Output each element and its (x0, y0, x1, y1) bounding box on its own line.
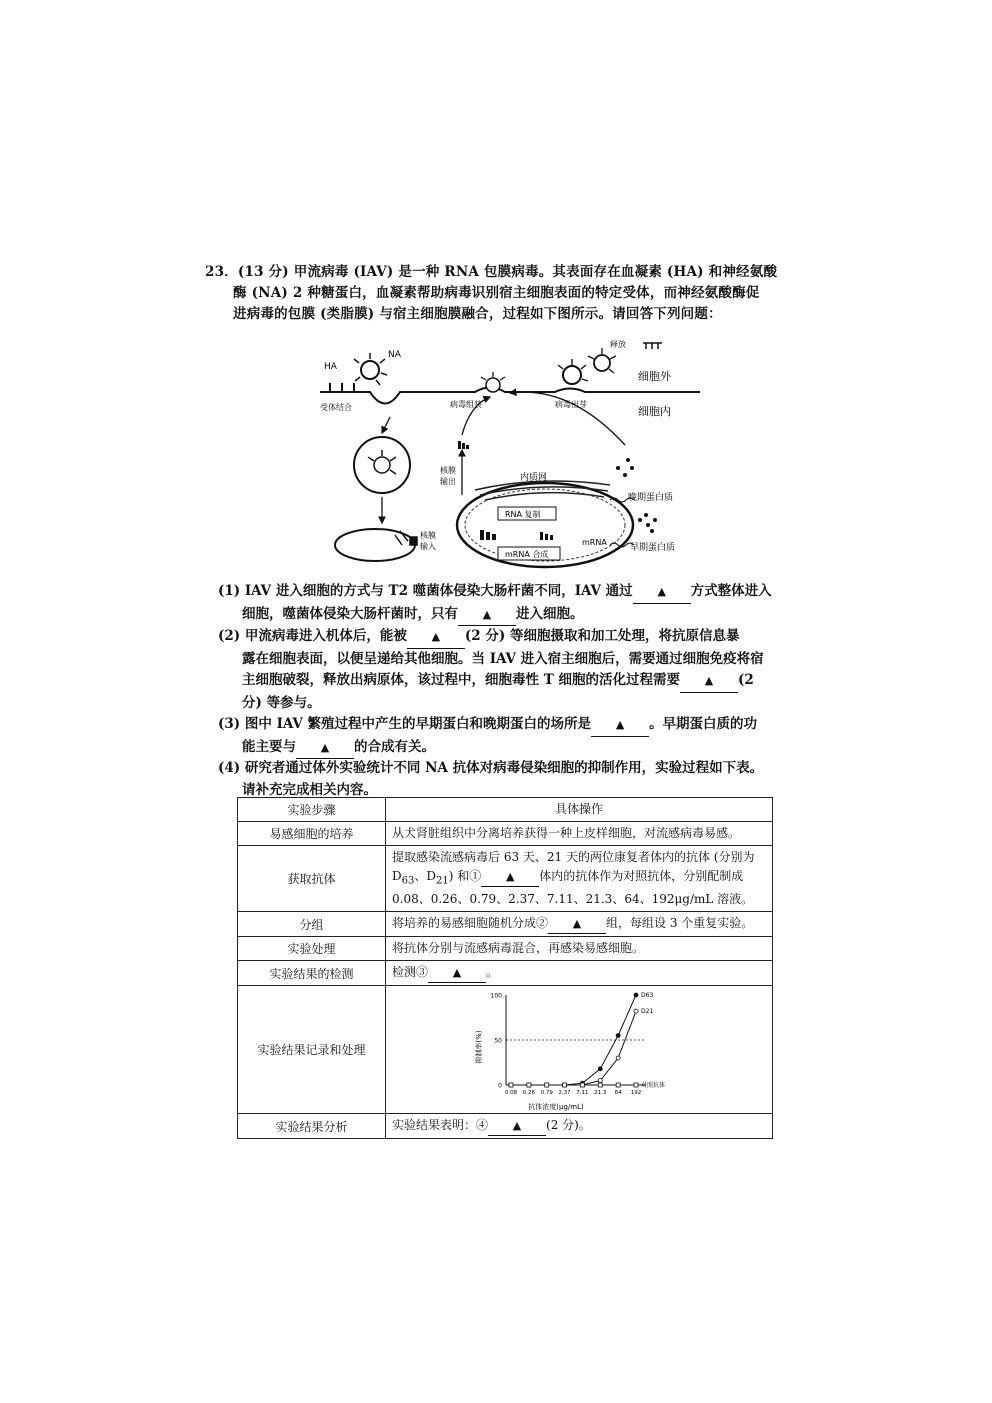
chart-point (580, 1083, 584, 1087)
late-protein-dots (616, 458, 634, 477)
chart-series-line (511, 995, 636, 1085)
label-nuclear-export-1: 核膜 (440, 466, 456, 475)
table-row (238, 937, 773, 961)
label-virus-budding: 病毒出芽 (555, 400, 587, 409)
row-operation: 将抗体分别与流感病毒混合，再感染易感细胞。 (386, 937, 773, 961)
chart-series-label: D63 (641, 991, 654, 999)
blank-mark: ▲ (431, 630, 441, 643)
inhibition-chart (386, 987, 766, 1113)
chart-ytick-label: 100 (490, 992, 502, 1000)
row-step: 实验结果记录和处理 (238, 986, 386, 1114)
label-er: 内质网 (520, 473, 548, 483)
intro-line-2: 酶 (NA) 2 种糖蛋白，血凝素帮助病毒识别宿主细胞表面的特定受体，而神经氨酸酶促 (233, 285, 760, 301)
q1-blank-1[interactable] (633, 581, 691, 604)
table-blank-1[interactable] (481, 867, 539, 887)
blank-mark: ▲ (704, 674, 714, 687)
chart-point (563, 1083, 567, 1087)
blank-mark: ▲ (506, 870, 515, 883)
label-receptor-binding: 受体结合 (320, 403, 352, 412)
chart-xtick-label: 7.11 (576, 1089, 589, 1096)
q4-text-a: (4) 研究者通过体外实验统计不同 NA 抗体对病毒侵染细胞的抑制作用，实验过程如下表。 (218, 760, 764, 776)
label-nuclear-import-2: 输入 (420, 542, 436, 551)
blank-mark: ▲ (512, 1119, 522, 1133)
r2-text-d: ) 和① (448, 869, 482, 883)
chart-point (527, 1083, 531, 1087)
header-operation: 具体操作 (386, 798, 773, 822)
blank-mark: ▲ (452, 966, 462, 980)
r7-text-a: 实验结果表明：④ (392, 1118, 489, 1133)
label-early-protein: 早期蛋白质 (630, 543, 676, 553)
iav-life-cycle-diagram (310, 335, 705, 575)
q2-text-e: (2 (737, 672, 754, 688)
virus-icon (354, 353, 387, 385)
r3-text-b: 组，每组设 3 个重复实验。 (606, 916, 754, 931)
blank-mark: ▲ (615, 718, 625, 731)
table-blank-3[interactable] (428, 963, 486, 983)
q3-blank-2[interactable] (296, 737, 354, 760)
chart-xlabel: 抗体浓度(μg/mL) (528, 1102, 584, 1111)
label-inside-cell: 细胞内 (638, 405, 671, 418)
q3-text-d: 的合成有关。 (354, 738, 435, 755)
q3-text-b: 。早期蛋白质的功 (649, 716, 758, 732)
q1-text-d: 进入细胞。 (516, 605, 584, 622)
r2-sub-63: 63 (401, 875, 415, 887)
chart-ylabel: 抑制率(%) (475, 1030, 483, 1064)
q2-text-a: (2) 甲流病毒进入机体后，能被 (218, 628, 407, 644)
chart-series-line (511, 1011, 636, 1085)
q3-text-c: 能主要与 (242, 738, 296, 755)
r2-sub-21: 21 (436, 875, 449, 887)
q3-blank-1[interactable] (591, 714, 649, 737)
r5-text-a: 检测③ (392, 965, 429, 980)
question-2 (218, 626, 793, 714)
r3-text-a: 将培养的易感细胞随机分成② (392, 916, 549, 931)
chart-point (634, 1083, 638, 1087)
question-1 (218, 581, 793, 626)
label-mrna-synthesis: mRNA 合成 (505, 550, 549, 559)
question-intro (205, 262, 790, 325)
label-ha: HA (324, 362, 337, 372)
export-rnp-icon (458, 441, 469, 449)
q1-blank-2[interactable] (458, 604, 516, 627)
blank-mark: ▲ (320, 740, 330, 754)
table-row (238, 961, 773, 986)
blank-mark: ▲ (482, 607, 492, 621)
chart-point (598, 1083, 602, 1087)
label-na: NA (388, 350, 401, 360)
chart-series-label: 对照抗体 (641, 1081, 666, 1089)
q2-text-f: 分) 等参与。 (242, 694, 321, 711)
chart-point (616, 1056, 620, 1060)
label-mrna: mRNA (582, 538, 607, 547)
chart-xtick-label: 0.79 (540, 1089, 553, 1096)
table-blank-4[interactable] (488, 1116, 546, 1136)
table-header-row (238, 798, 773, 822)
chart-point (509, 1083, 513, 1087)
table-blank-2[interactable] (548, 914, 606, 934)
header-step: 实验步骤 (238, 798, 386, 822)
row-step: 获取抗体 (238, 846, 386, 912)
table-row (238, 1114, 773, 1139)
row-step: 易感细胞的培养 (238, 822, 386, 846)
q2-text-b: (2 分) 等细胞摄取和加工处理，将抗原信息暴 (464, 628, 740, 644)
receptor-icons (330, 383, 354, 392)
experiment-table (237, 797, 773, 1139)
chart-point (598, 1067, 602, 1071)
r5-text-b: 。 (486, 965, 499, 980)
virus-fragments-icon (643, 343, 662, 349)
chart-point (545, 1083, 549, 1087)
row-operation: 从犬肾脏组织中分离培养获得一种上皮样细胞，对流感病毒易感。 (386, 822, 773, 846)
label-nuclear-import-1: 核膜 (420, 531, 436, 540)
blank-mark: ▲ (572, 917, 582, 931)
chart-ytick-label: 50 (494, 1037, 502, 1045)
label-rna-replication: RNA 复制 (505, 510, 541, 519)
r2-text-b: 、 (414, 869, 427, 883)
row-step: 分组 (238, 912, 386, 937)
row-chart-cell (386, 986, 773, 1114)
chart-point (634, 1009, 638, 1013)
label-release: 释放 (610, 340, 626, 349)
chart-point (634, 993, 638, 997)
chart-xtick-label: 192 (630, 1089, 642, 1096)
arrow-entry (382, 417, 390, 433)
intro-line-1: 23．(13 分) 甲流病毒 (IAV) 是一种 RNA 包膜病毒。其表面存在血凝素 (HA) 和神经氨酸 (205, 264, 778, 280)
q1-text-b: 方式整体进入 (690, 583, 772, 599)
chart-xtick-label: 0.26 (522, 1089, 535, 1096)
q2-text-c: 露在细胞表面，以便呈递给其他细胞。当 IAV 进入宿主细胞后，需要通过细胞免疫将宿 (242, 650, 764, 667)
q1-text-c: 细胞，噬菌体侵染大肠杆菌时，只有 (242, 605, 458, 622)
chart-point (616, 1033, 620, 1037)
chart-xtick-label: 2.37 (558, 1089, 571, 1096)
q2-blank-2[interactable] (680, 670, 738, 693)
r2-text-c: D (426, 869, 436, 883)
early-protein-dots (638, 513, 657, 533)
q1-text-a: (1) IAV 进入细胞的方式与 T2 噬菌体侵染大肠杆菌不同，IAV 通过 (218, 583, 633, 599)
row-operation (386, 912, 773, 937)
chart-point (616, 1083, 620, 1087)
label-nuclear-export-2: 输出 (440, 477, 456, 486)
chart-xtick-label: 64 (614, 1089, 622, 1096)
q2-blank-1[interactable] (407, 626, 465, 649)
blank-mark: ▲ (657, 585, 666, 598)
row-step: 实验结果分析 (238, 1114, 386, 1139)
q4-text-b: 请补充完成相关内容。 (242, 781, 377, 798)
chart-ytick-label: 0 (498, 1082, 502, 1090)
table-row (238, 822, 773, 846)
row-operation (386, 846, 773, 912)
label-outside-cell: 细胞外 (638, 370, 671, 383)
table-row (238, 986, 773, 1114)
row-step: 实验处理 (238, 937, 386, 961)
released-virus-icon (588, 348, 616, 373)
label-late-protein: 晚期蛋白质 (628, 493, 674, 503)
label-virus-assembly: 病毒组装 (450, 400, 482, 409)
row-operation (386, 1114, 773, 1139)
q2-text-d: 主细胞破裂，释放出病原体，该过程中，细胞毒性 T 细胞的活化过程需要 (242, 672, 680, 688)
chart-series-label: D21 (641, 1008, 654, 1016)
r7-text-b: (2 分)。 (546, 1118, 591, 1133)
table-row (238, 846, 773, 912)
table-row (238, 912, 773, 937)
q3-text-a: (3) 图中 IAV 繁殖过程中产生的早期蛋白和晚期蛋白的场所是 (218, 716, 592, 732)
row-operation (386, 961, 773, 986)
intro-line-3: 进病毒的包膜 (类脂膜) 与宿主细胞膜融合，过程如下图所示。请回答下列问题： (233, 306, 722, 322)
r2-text-e: 体内的抗体作为对照抗体，分别配制成 0.08、0.26、0.79、2.37、7.11、21.3、64、192μg/mL 溶液。 (392, 869, 754, 907)
cell-membrane (320, 388, 700, 404)
question-4 (218, 758, 793, 801)
chart-point (598, 1078, 602, 1082)
budding-virus-icon (558, 359, 588, 384)
question-3 (218, 714, 793, 759)
row-step: 实验结果的检测 (238, 961, 386, 986)
chart-xtick-label: 0.08 (504, 1089, 518, 1096)
r2-text-a: 提取感染流感病毒后 63 天、21 天的两位康复者体内的抗体 (分别为 D (392, 850, 755, 883)
chart-xtick-label: 21.3 (594, 1089, 607, 1096)
